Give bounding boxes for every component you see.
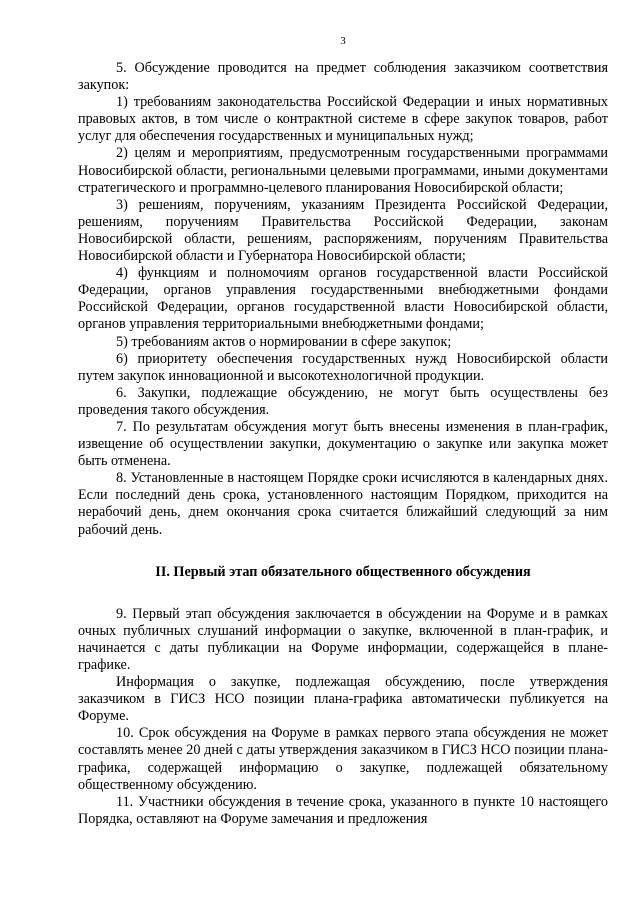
section-body-after xyxy=(78,606,608,828)
paragraph-5-item-2: 2) целям и мероприятиям, предусмотренным государственными программами Новосибирской области, региональными целевыми программами, иными документами стратегического и программно-целевого планирования Новосибирской области; xyxy=(78,145,608,196)
paragraph-10: 10. Срок обсуждения на Форуме в рамках первого этапа обсуждения не может составлять менее 20 дней с даты утверждения заказчиком в ГИСЗ НСО позиции плана-графика, содержащей информацию о закупке, подлежащей обязательному общественному обсуждению. xyxy=(78,725,608,793)
paragraph-9-continued: Информация о закупке, подлежащая обсуждению, после утверждения заказчиком в ГИСЗ НСО позиции плана-графика автоматически публикуется на Форуме. xyxy=(78,674,608,725)
section-body-before xyxy=(78,60,608,539)
section-heading: II. Первый этап обязательного общественного обсуждения xyxy=(155,563,531,580)
paragraph-5-item-4: 4) функциям и полномочиям органов государственной власти Российской Федерации, органов управления государственными внебюджетными фондами Российской Федерации, органов государственной власти Новосибирской области, органов управления территориальными внебюджетными фондами; xyxy=(78,265,608,333)
paragraph-5-item-6: 6) приоритету обеспечения государственных нужд Новосибирской области путем закупок инновационной и высокотехнологичной продукции. xyxy=(78,350,608,384)
paragraph-6: 6. Закупки, подлежащие обсуждению, не могут быть осуществлены без проведения такого обсуждения. xyxy=(78,384,608,418)
paragraph-5: 5. Обсуждение проводится на предмет соблюдения заказчиком соответствия закупок: xyxy=(78,60,608,94)
paragraph-5-item-1: 1) требованиям законодательства Российской Федерации и иных нормативных правовых актов, в том числе о контрактной системе в сфере закупок товаров, работ услуг для обеспечения государственных и муниципальных нужд; xyxy=(78,94,608,145)
document-page xyxy=(78,34,608,828)
paragraph-8: 8. Установленные в настоящем Порядке сроки исчисляются в календарных днях. Если последний день срока, установленного настоящим Порядком, приходится на нерабочий день, днем окончания срока считается ближайший следующий за ним рабочий день. xyxy=(78,470,608,538)
paragraph-9: 9. Первый этап обсуждения заключается в обсуждении на Форуме и в рамках очных публичных слушаний информации о закупке, включенной в план-график, и начинается с даты публикации на Форуме информации, содержащейся в плане-графике. xyxy=(78,605,608,673)
paragraph-7: 7. По результатам обсуждения могут быть внесены изменения в план-график, извещение об осуществлении закупки, документацию о закупке или закупка может быть отменена. xyxy=(78,418,608,470)
paragraph-5-item-5: 5) требованиям актов о нормировании в сфере закупок; xyxy=(116,333,452,350)
paragraph-5-item-3: 3) решениям, поручениям, указаниям Президента Российской Федерации, решениям, поручениям Правительства Российской Федерации, законам Новосибирской области, решениям, распоряжениям, поручениям Правительства Новосибирской области и Губернатора Новосибирской области; xyxy=(78,196,608,265)
paragraph-11: 11. Участники обсуждения в течение срока, указанного в пункте 10 настоящего Порядка, оставляют на Форуме замечания и предложения xyxy=(78,793,608,827)
page-number: 3 xyxy=(340,35,346,47)
